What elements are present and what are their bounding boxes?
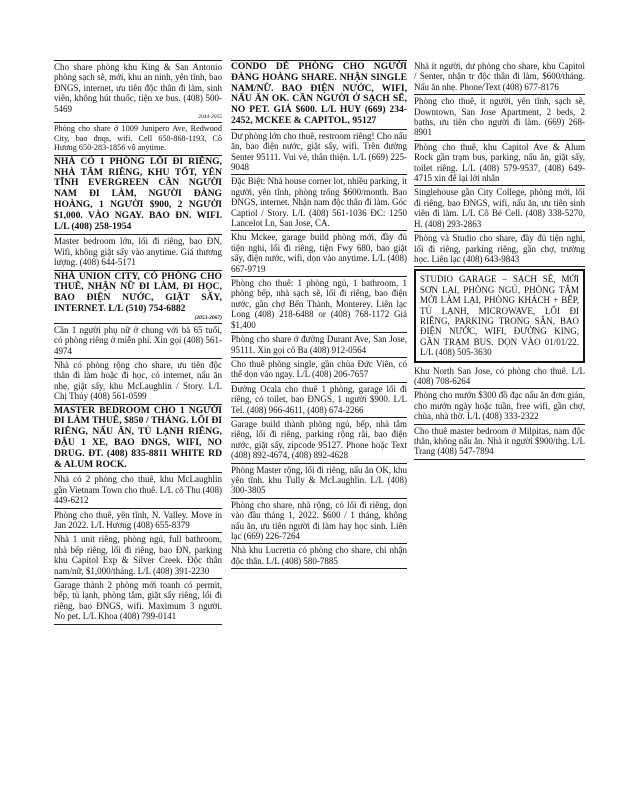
classified-ad (414, 365, 585, 390)
classified-ad (231, 383, 407, 418)
classified-ad (54, 324, 222, 359)
classified-ad (54, 533, 222, 579)
ad-text: Đặc Biệt: Nhà house corner lot, nhiều parking, ít người, yên tĩnh, phòng trống $600/month. Bao ĐNGS, internet. Nhận nam độc thân đi làm. Góc Captiol / Story. L/L (408) 561-1036 ĐC: 1250 Lancelot Ln, San Jose, CA. (231, 176, 407, 229)
classified-ad (54, 359, 222, 405)
ad-text: Cần 1 người phụ nữ ở chung với bà 65 tuổi, có phòng riêng ở miễn phí. Xin gọi (408) 561-4974 (54, 324, 222, 356)
classified-ad (414, 60, 585, 95)
classified-ad (414, 141, 585, 187)
ad-text: Singlehouse gần City College, phòng mới, lối đi riêng, bao ĐNGS, wifi, nấu ăn, ưu tiên sinh viên đi làm. L/L Cô Bé Cell. (408) 338-5270, H. (408) 293-2863 (414, 187, 585, 229)
ad-text: Khu North San Jose, có phòng cho thuê. L/L (408) 708-6264 (414, 365, 585, 386)
classified-ad (231, 464, 407, 499)
ad-text: Cho share phòng khu King & San Antonio phòng sạch sẽ, mới, khu an ninh, yên tĩnh, bao ĐNGS, internet, ưu tiên độc thân đi làm, sinh viên, không hút thuốc, tiện xe bus. (408) 500-5469 (54, 62, 222, 114)
ad-reference-number: 2044-2055 (198, 114, 222, 121)
classified-ad (54, 123, 222, 156)
classified-ad (231, 499, 407, 545)
classified-ad (414, 389, 585, 424)
ad-text: Phòng cho share, nhà rộng, có lối đi riêng, dọn vào đầu tháng 1, 2022. $600 / 1 tháng, không nấu ăn, ưu tiên người đi làm hay học sinh. Liên lạc (669) 226-7264 (231, 499, 407, 541)
ad-text: Master bedroom lớn, lối đi riêng, bao ĐN, Wifi, không giặt sấy vào anytime. Giá thương lượng. (408) 644-5171 (54, 236, 222, 268)
ad-text: Phòng cho thuê, khu Capitol Ave & Alum Rock gần trạm bus, parking, nấu ăn, giặt sấy, toilet riêng. L/L (408) 579-9537, (408) 649-4715 xin để lại lời nhắn (414, 141, 585, 184)
ad-text: Phòng cho thuê, ít người, yên tĩnh, sạch sẽ, Downtown, San Jose Apartment, 2 beds, 2 baths, ưu tiên cho người đi làm. (669) 268-8901 (414, 96, 585, 138)
ad-text: NHÀ UNION CITY, CÓ PHÒNG CHO THUÊ, NHẬN NỮ ĐI LÀM, ĐI HỌC, BAO ĐIỆN NƯỚC, GIẶT SẤY, INTERNET. L/L (510) 754-6882 (54, 270, 222, 314)
ad-text: Nhà ít người, dư phòng cho share, khu Capitol / Senter, nhận tr độc thân đi làm, $600/tháng. Nấu ăn nhẹ. Phone/Text (408) 677-8176 (414, 61, 585, 92)
classified-ad (231, 231, 407, 277)
ad-text: Phòng cho mướn $300 đồ đạc nấu ăn đơn giản, cho mướn ngày hoặc tuần, free wifi, gần chợ, chùa, nhà thờ. L/L (408) 333-2322 (414, 390, 585, 422)
ad-text: NHÀ CÓ 1 PHÒNG LỐI ĐI RIÊNG, NHÀ TẮM RIÊNG, KHU TỐT, YÊN TĨNH EVERGREEN CẦN NGƯỜI NAM ĐI LÀM, NGƯỜI ĐÀNG HOÀNG, 1 NGƯỜI $900, 2 NGƯỜI $1,000. VÀO NGAY. BAO ĐN. WIFI. L/L (408) 258-1954 (54, 155, 222, 232)
classified-ad (54, 509, 222, 534)
classified-ad (231, 544, 407, 569)
ad-text: Phòng Master rộng, lối đi riêng, nấu ăn OK, khu yên tĩnh. khu Tully & McLaughlin. L/L (408) 300-3805 (231, 464, 407, 496)
classified-ad (231, 175, 407, 231)
ad-text: CONDO DỄ PHÒNG CHO NGƯỜI ĐÀNG HOÀNG SHARE. NHẬN SINGLE NAM/NỮ. BAO ĐIỆN NƯỚC, WIFI, NẤU ĂN OK. CẦN NGƯỜI Ở SẠCH SẼ, NO PET. GIÁ $600. L/L HUY (669) 234-2452, MCKEE & CAPITOL, 95127 (231, 61, 407, 126)
right-column (414, 60, 585, 460)
ad-text: Phòng cho thuê: 1 phòng ngủ, 1 bathroom, 1 phòng bếp, nhà sạch sẽ, lối đi riêng, bao điện nước, gần chợ Bến Thành, Monterey. Liên lạc Long (408) 218-6488 or (408) 768-1172 Giá $1,400 (231, 278, 407, 330)
ad-text: Dư phòng lớn cho thuê, restroom riêng! Cho nấu ăn, bao điện nước, giặt sấy, wifi. Trên đường Senter 95111. Vui vẻ, thân thiện. L/L (669) 225-9048 (231, 130, 407, 172)
classified-ad (414, 425, 585, 460)
classified-ad (54, 271, 222, 324)
classified-ad (231, 333, 407, 358)
classified-ad (414, 269, 585, 362)
ad-text: STUDIO GARAGE – SẠCH SẼ, MỚI SƠN LẠI, PHÒNG NGỦ, PHÒNG TẮM MỚI LÀM LẠI, PHÒNG KHÁCH + BẾP, TỦ LẠNH, MICROWAVE, LỐI ĐI RIÊNG, PARKING TRONG SÂN, BAO ĐIỆN NƯỚC, WIFI, ĐƯỜNG KING, GẦN TRẠM BUS. DỌN VÀO 01/01/22. L/L (408) 505-3630 (420, 274, 579, 358)
classified-ad (231, 418, 407, 464)
ad-text: Phòng và Studio cho share, đầy đủ tiện nghi, lối đi riêng, parking riêng, gần chợ, trường học. Liên lạc (408) 643-9843 (414, 233, 585, 264)
classified-ad (414, 186, 585, 232)
classified-ad (54, 473, 222, 508)
classified-ad (414, 232, 585, 267)
classified-ad (231, 358, 407, 383)
classified-ad (414, 95, 585, 141)
ad-reference-number: (2053-2067) (194, 314, 222, 321)
ad-text: Nhà có phòng rộng cho share, ưu tiên độc thân đi làm hoặc đi học, có internet, nấu ăn nhẹ, giặt sấy, khu McLaughlin / Story. L/L Chị Thủy (408) 561-0599 (54, 360, 222, 402)
classified-ad (231, 277, 407, 333)
ad-text: Garage build thành phòng ngủ, bếp, nhà tắm riêng, lối đi riêng, parking rộng rãi, bao điện nước, giặt sấy, zipcode 95127. Phone hoặc Text (408) 892-4674, (408) 892-4628 (231, 418, 407, 461)
ad-text: Nhà khu Lucretia có phòng cho share, chỉ nhận độc thân. L/L (408) 580-7885 (231, 545, 407, 566)
classified-ad (231, 60, 407, 130)
classified-ad (54, 235, 222, 270)
left-column (54, 60, 222, 625)
ad-text: Cho thuê master bedroom ở Milpitas, nam độc thân, không nấu ăn. Nhà ít người $900/thg. L/L Trang (408) 547-7894 (414, 425, 585, 457)
classified-ad (54, 405, 222, 474)
ad-text: Phòng cho share ở đường Durant Ave, San Jose, 95111. Xin gọi cô Ba (408) 912-0564 (231, 334, 407, 355)
ad-text: Cho thuê phòng single, gần chùa Đức Viên, có thể dọn vào ngay. L/L (408) 206-7657 (231, 358, 407, 380)
ad-text: Garage thành 2 phòng mới toanh có permit, bếp, tủ lạnh, phòng tắm, giặt sấy riêng, lối đi riêng, bao ĐNGS, wifi. Maximum 3 người. No pet. L/L Khoa (408) 799-0141 (54, 580, 222, 622)
classified-ad (54, 579, 222, 625)
ad-text: Phòng cho thuê, yên tĩnh, N. Valley. Move in Jan 2022. L/L Hương (408) 655-8379 (54, 509, 222, 531)
ad-text: Nhà 1 unit riêng, phòng ngủ, full bathroom, nhà bếp riêng, lối đi riêng, bao ĐN, parking khu Capitol Exp & Silver Creek. Độc thân nam/nữ, $1,000/tháng. L/L (408) 391-2230 (54, 534, 222, 576)
ad-text: Phòng cho share ở 1009 Junipero Ave, Redwood City, bao đnqs, wifi. Cell 650-868-1193, Cô Hương 650-283-1856 vô anytime. (54, 124, 222, 153)
classified-ad (54, 60, 222, 123)
ad-text: MASTER BEDROOM CHO 1 NGƯỜI ĐI LÀM THUÊ, $850 / THÁNG. LỐI ĐI RIÊNG, NẤU ĂN, TỦ LẠNH RIÊNG, ĐẬU 1 XE, BAO ĐNGS, WIFI, NO DRUG. ĐT. (408) 835-8811 WHITE RD & ALUM ROCK. (54, 404, 222, 470)
ad-text: Đường Ocala cho thuê 1 phòng, garage lối đi riêng, có toilet, bao ĐNGS, 1 người $900. L/L Tel. (408) 966-4611, (408) 674-2266 (231, 383, 407, 415)
middle-column (231, 60, 407, 569)
classified-ad (231, 130, 407, 176)
ad-text: Nhà có 2 phòng cho thuê, khu McLaughlin gần Vietnam Town cho thuê. L/L cô Thu (408) 449-6212 (54, 474, 222, 506)
classified-ad (54, 156, 222, 236)
ad-text: Khu Mckee, garage build phòng mới, đầy đủ tiện nghi, lối đi riêng, tiện Fwy 680, bao giặt sấy, điện nước, wifi, dọn vào anytime. L/L (408) 667-9719 (231, 232, 407, 274)
